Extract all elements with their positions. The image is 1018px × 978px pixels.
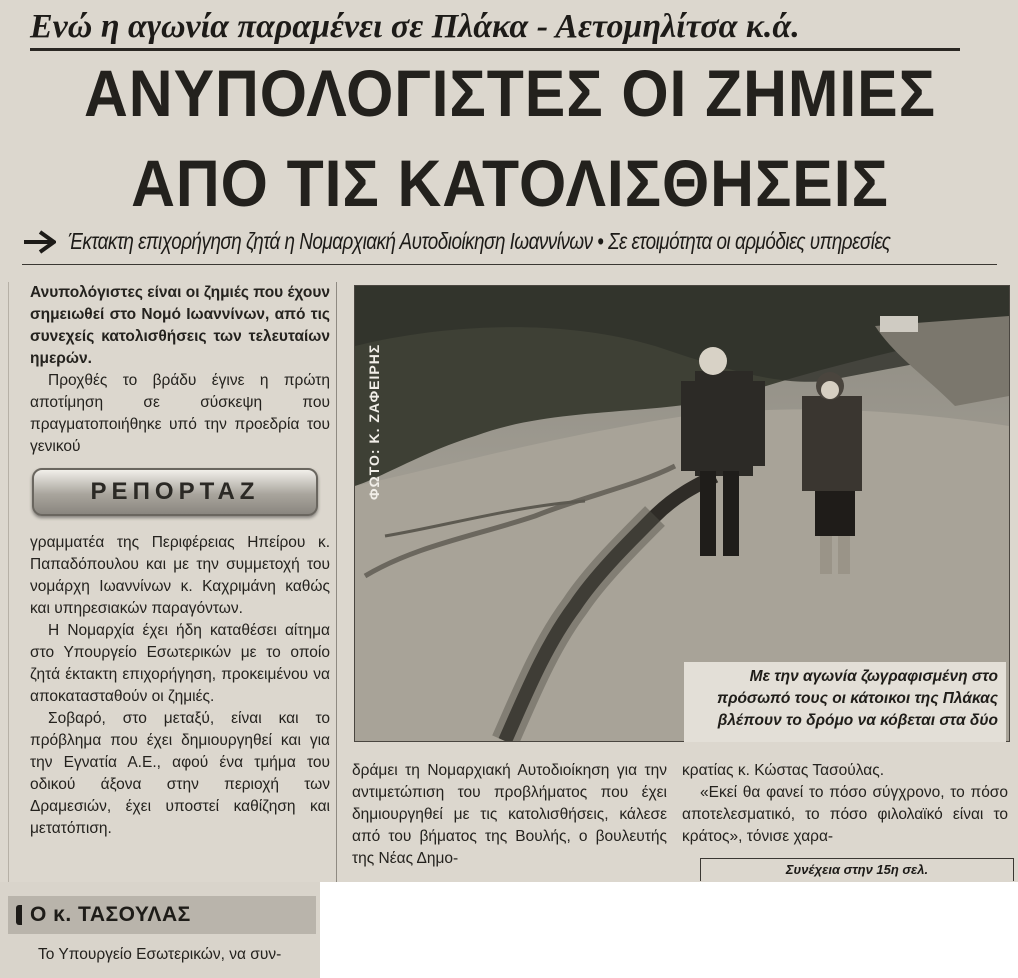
left-rule (8, 282, 9, 882)
lead-paragraph: Ανυπολόγιστες είναι οι ζημιές που έχουν σημειωθεί στο Νομό Ιωαννίνων, από τις συνεχείς κατολισθήσεις των τελευταίων ημερών. (30, 284, 330, 367)
column-3 (682, 760, 1008, 848)
paragraph: «Εκεί θα φανεί το πόσο σύγχρονο, το πόσο αποτελεσματικό, το πόσο φιλολαϊκό είναι το κράτος», τόνισε χαρα- (682, 784, 1008, 845)
headline-line-1: ΑΝΥΠΟΛΟΓΙΣΤΕΣ ΟΙ ΖΗΜΙΕΣ (84, 56, 936, 130)
photo-caption: Με την αγωνία ζωγραφισμένη στο πρόσωπό τους οι κάτοικοι της Πλάκας βλέπουν το δρόμο να κόβεται στα δύο (684, 662, 1006, 742)
subheadline (22, 228, 997, 265)
paragraph: γραμματέα της Περιφέρειας Ηπείρου κ. Παπαδόπουλου και με την συμμετοχή του νομάρχη Ιωαννίνων κ. Καχριμάνη καθώς και υπηρεσιακών παραγόντων. (30, 534, 330, 617)
arrow-icon (22, 229, 56, 255)
column-divider (336, 282, 337, 882)
paragraph: Σοβαρό, στο μεταξύ, είναι και το πρόβλημα που έχει δημιουργηθεί και για την Εγνατία Α.Ε., αφού ένα τμήμα του οδικού άξονα στην περιοχή των Δραμεσιών, έχει υποστεί καθίζηση και μετατόπιση. (30, 710, 330, 837)
subheadline-text: Έκτακτη επιχορήγηση ζητά η Νομαρχιακή Αυτοδιοίκηση Ιωαννίνων • Σε ετοιμότητα οι αρμόδιες υπηρεσίες (68, 228, 891, 254)
bullet-icon (16, 905, 22, 925)
photo-credit: ΦΩΤΟ: Κ. ΖΑΦΕΙΡΗΣ (366, 343, 382, 500)
paragraph: κρατίας κ. Κώστας Τασούλας. (682, 762, 885, 779)
continued-notice: Συνέχεια στην 15η σελ. (700, 858, 1014, 881)
sidebar-text: Το Υπουργείο Εσωτερικών, να συν- (38, 946, 282, 963)
kicker-line: Ενώ η αγωνία παραμένει σε Πλάκα - Αετομηλίτσα κ.ά. (30, 6, 960, 51)
column-1-bottom (30, 532, 330, 840)
section-label-badge: ΡΕΠΟΡΤΑΖ (32, 468, 318, 516)
column-1-top (30, 282, 330, 458)
column-2 (352, 760, 667, 870)
paragraph: Προχθές το βράδυ έγινε η πρώτη αποτίμηση σε σύσκεψη που πραγματοποιήθηκε υπό την προεδρία του γενικού (30, 372, 330, 455)
paragraph: δράμει τη Νομαρχιακή Αυτοδιοίκηση για την αντιμετώπιση του προβλήματος που έχει δημιουργηθεί με τις κατολισθήσεις, κάλεσε από του βήματος της Βουλής, ο βουλευτής της Νέας Δημο- (352, 762, 667, 867)
sidebar-heading-bar (8, 896, 316, 934)
sidebar-title: Ο κ. ΤΑΣΟΥΛΑΣ (30, 903, 191, 926)
headline-line-2: ΑΠΟ ΤΙΣ ΚΑΤΟΛΙΣΘΗΣΕΙΣ (131, 146, 889, 220)
paragraph: Η Νομαρχία έχει ήδη καταθέσει αίτημα στο Υπουργείο Εσωτερικών με το οποίο ζητά έκτακτη επιχορήγηση, προκειμένου να αποκατασταθούν οι ζημιές. (30, 622, 330, 705)
